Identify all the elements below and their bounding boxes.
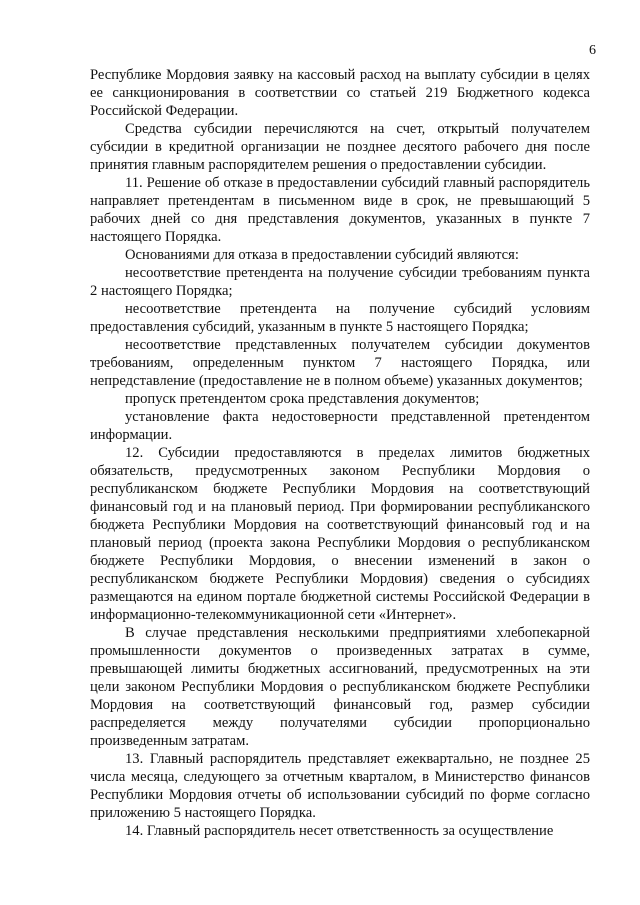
paragraph-refusal-grounds: Основаниями для отказа в предоставлении субсидий являются: (125, 247, 519, 263)
paragraph-subsidy-transfer: Средства субсидии перечисляются на счет, открытый получателем субсидии в кредитной организации не позднее десятого рабочего дня после принятия главным распорядителем решения о предоставлении субсидии. (90, 121, 590, 173)
paragraph-continuation: Республике Мордовия заявку на кассовый расход на выплату субсидии в целях ее санкционирования в соответствии со статьей 219 Бюджетного кодекса Российской Федерации. (90, 67, 590, 119)
paragraph-item-14: 14. Главный распорядитель несет ответственность за осуществление (125, 823, 554, 839)
paragraph-item-12: 12. Субсидии предоставляются в пределах лимитов бюджетных обязательств, предусмотренных законом Республики Мордовия о республиканском бюджете Республики Мордовия на соответствующий финансовый год и на плановый период. При формировании республиканского бюджета Республики Мордовия на соответствующий финансовый год и на плановый период (проекта закона Республики Мордовия о республиканском бюджете Республики Мордовия, о внесении изменений в закон о республиканском бюджете Республики Мордовия) сведения о субсидиях размещаются на едином портале бюджетной системы Российской Федерации в информационно-телекоммуникационной сети «Интернет». (90, 445, 590, 623)
page-number: 6 (589, 43, 596, 58)
list-item-ground-5: установление факта недостоверности представленной претендентом информации. (90, 409, 590, 443)
list-item-ground-1: несоответствие претендента на получение субсидии требованиям пункта 2 настоящего Порядка; (90, 265, 590, 299)
document-body (90, 66, 590, 840)
list-item-ground-3: несоответствие представленных получателем субсидии документов требованиям, определенным пунктом 7 настоящего Порядка, или непредставление (предоставление не в полном объеме) указанных документов; (90, 337, 590, 389)
list-item-ground-4: пропуск претендентом срока представления документов; (125, 391, 480, 407)
paragraph-item-13: 13. Главный распорядитель представляет ежеквартально, не позднее 25 числа месяца, следующего за отчетным кварталом, в Министерство финансов Республики Мордовия отчеты об использовании субсидий по форме согласно приложению 5 настоящего Порядка. (90, 751, 590, 821)
paragraph-item-11: 11. Решение об отказе в предоставлении субсидий главный распорядитель направляет претендентам в письменном виде в срок, не превышающий 5 рабочих дней со дня представления документов, указанных в пункте 7 настоящего Порядка. (90, 175, 590, 245)
paragraph-distribution: В случае представления несколькими предприятиями хлебопекарной промышленности документов о произведенных затратах в сумме, превышающей лимиты бюджетных ассигнований, предусмотренных на эти цели законом Республики Мордовия о республиканском бюджете Республики Мордовия на соответствующий финансовый год, размер субсидии распределяется между получателями субсидии пропорционально произведенным затратам. (90, 625, 590, 749)
list-item-ground-2: несоответствие претендента на получение субсидий условиям предоставления субсидий, указанным в пункте 5 настоящего Порядка; (90, 301, 590, 335)
